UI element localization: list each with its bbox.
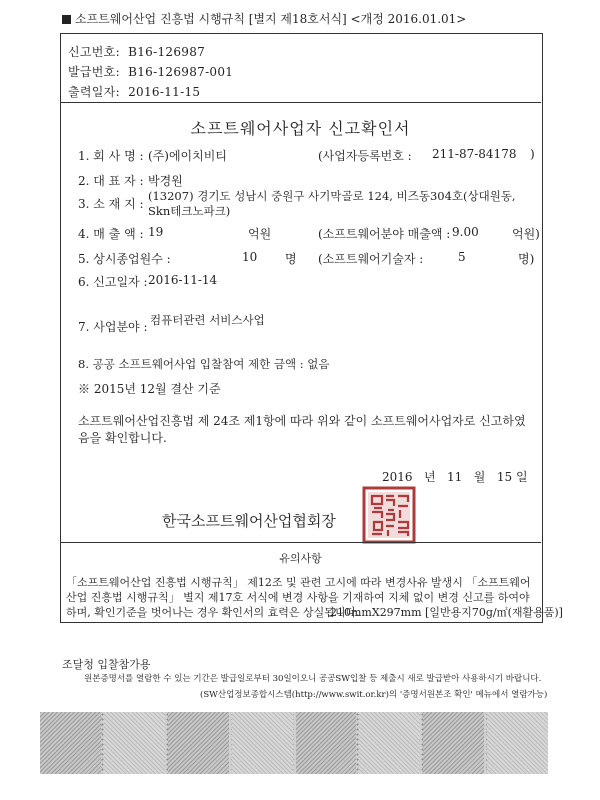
form-header-text: 소프트웨어산업 진흥법 시행규칙 [별지 제18호서식] <개정 2016.01.01>	[75, 12, 467, 26]
field-report-date-value: 2016-11-14	[148, 273, 218, 287]
form-header	[62, 10, 466, 27]
meta-report-number: 신고번호: B16-126987	[68, 45, 206, 59]
security-block	[487, 712, 548, 774]
field-company-label: 1. 회 사 명 :	[78, 149, 144, 163]
meta-divider	[60, 102, 541, 103]
field-company-value: (주)에이치비티	[148, 149, 227, 163]
field-sw-sales-value: 9.00	[452, 225, 479, 239]
field-sales-unit: 억원	[248, 227, 272, 241]
security-block	[423, 712, 484, 774]
document-title: 소프트웨어사업자 신고확인서	[190, 119, 411, 138]
issuer-name: 한국소프트웨어산업협회장	[162, 512, 336, 530]
field-address-label: 3. 소 재 지 :	[78, 197, 144, 211]
field-regno-value: 211-87-84178	[432, 147, 517, 161]
notice-text: 「소프트웨어산업 진흥법 시행규칙」 제12조 및 관련 고시에 따라 변경사유 발생시 「소프트웨어산업 진흥법 시행규칙」 별지 제17호 서식에 변경 사항을 기재하여 지체 없이 변경 신고를 하여야 하며, 확인기준을 벗어나는 경우 확인서의 효력은 상실됩니다.	[66, 576, 531, 619]
field-tech-unit: 명)	[518, 252, 535, 266]
security-block	[296, 712, 357, 774]
field-employees-value: 10	[242, 250, 258, 264]
meta-issue-number: 발급번호: B16-126987-001	[68, 65, 234, 79]
security-block	[40, 712, 101, 774]
field-basis-note: ※ 2015년 12월 결산 기준	[78, 382, 221, 396]
security-pattern	[40, 712, 548, 774]
field-address-line1: (13207) 경기도 성남시 중원구 사기막골로 124, 비즈동304호(상대원동,	[148, 189, 516, 203]
notice-title: 유의사항	[279, 552, 322, 565]
field-business-label: 7. 사업분야 :	[78, 320, 148, 334]
field-ceo-value: 박경원	[148, 174, 183, 188]
certification-text: 소프트웨어산업진흥법 제 24조 제1항에 따라 위와 같이 소프트웨어사업자로 신고하였음을 확인합니다.	[78, 414, 526, 445]
official-seal-icon	[362, 486, 416, 544]
field-business-value: 컴퓨터관련 서비스사업	[150, 313, 265, 327]
footer-validity-note: 원본증명서를 열람한 수 있는 기간은 발급일로부터 30일이오니 공공SW입찰 등 제출시 새로 발급받아 사용하시기 바랍니다.	[84, 674, 542, 684]
paper-size-note: 210mmX297mm [일반용지70g/㎡(재활용품)]	[330, 606, 563, 619]
field-ceo-label: 2. 대 표 자 :	[78, 174, 144, 188]
field-employees-label: 5. 상시종업원수 :	[78, 252, 171, 266]
square-bullet-icon	[62, 15, 71, 24]
security-block	[104, 712, 165, 774]
field-regno-label: (사업자등록번호 :	[318, 149, 412, 163]
security-block	[232, 712, 293, 774]
field-bid-limit: 8. 공공 소프트웨어사업 입찰참여 제한 금액 : 없음	[78, 357, 330, 371]
field-sales-value: 19	[148, 225, 164, 239]
footer-title: 조달청 입찰참가용	[62, 658, 151, 671]
field-sw-sales-label: (소프트웨어분야 매출액 :	[318, 227, 451, 241]
issue-date: 2016 년 11 월 15 일	[382, 470, 528, 484]
field-tech-label: (소프트웨어기술자 :	[318, 252, 424, 266]
field-regno-close: )	[530, 147, 535, 161]
field-tech-value: 5	[458, 250, 466, 264]
field-sw-sales-unit: 억원)	[512, 227, 540, 241]
field-address-line2: Skn테크노파크)	[148, 204, 231, 218]
security-block	[168, 712, 229, 774]
notice-divider	[60, 542, 541, 543]
meta-print-date: 출력일자: 2016-11-15	[68, 85, 201, 99]
field-report-date-label: 6. 신고일자 :	[78, 275, 148, 289]
field-employees-unit: 명	[285, 252, 297, 266]
security-block	[359, 712, 420, 774]
field-sales-label: 4. 매 출 액 :	[78, 227, 144, 241]
footer-verification-note: (SW산업정보종합시스템(http://www.swit.or.kr)의 '증명서원본조 확인' 메뉴에서 열람가능)	[200, 690, 548, 700]
